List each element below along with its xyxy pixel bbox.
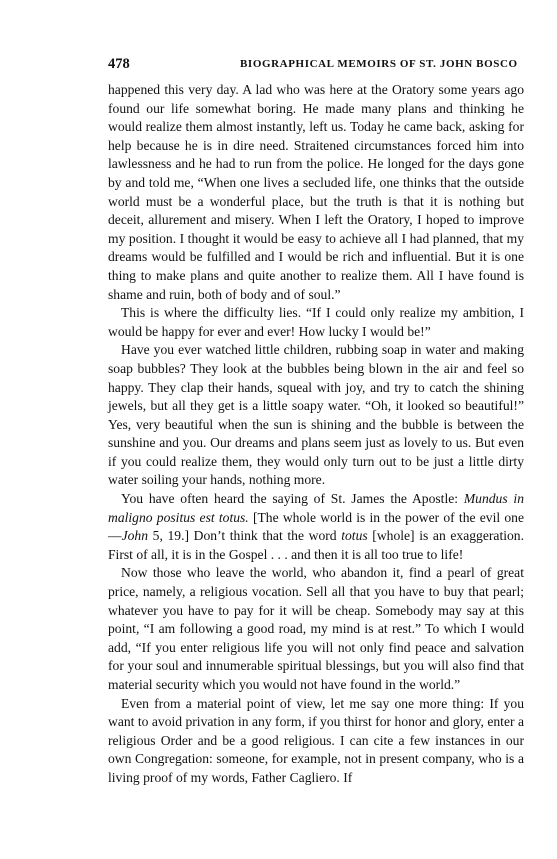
latin-quote: Mundus in maligno positus est totus. [108,491,524,525]
paragraph [108,490,524,564]
paragraph: Even from a material point of view, let me say one more thing: If you want to avoid privation in any form, if you thirst for honor and glory, enter a religious Order and be a good religious. I can cite a few instances in our own Congregation: someone, for example, not in present company, who is a living proof of my words, Father Cagliero. If [108,695,524,785]
text-run: 5, 19.] Don’t think that the word [148,528,342,544]
text-run: [The whole world is in the power of the evil one— [108,509,525,544]
paragraph: This is where the difficulty lies. “If I could only realize my ambition, I would be happy for ever and ever! How lucky I would be!” [108,305,524,339]
paragraph: happened this very day. A lad who was here at the Oratory some years ago found our life somewhat boring. He made many plans and thinking he would realize them almost instantly, left us. Today he came back, asking for help because he is in dire need. Straitened circumstances forced him into lawlessness and he had to run from the police. He longed for the days gone by and told me, “When one lives a secluded life, one thinks that the outside world must be a wonderful place, but the truth is that it is nothing but deceit, allurement and misery. When I left the Oratory, I hoped to improve my position. I thought it would be easy to achieve all I had planned, that my dreams would be fulfilled and I would be rich and influential. But it is one thing to make plans and quite another to realize them. All I have found is shame and ruin, both of body and of soul.” [108,82,524,302]
body-text [108,81,524,788]
text-run: You have often heard the saying of St. James the Apostle: [121,491,464,507]
latin-word: totus [341,528,368,544]
page-number: 478 [108,56,130,72]
running-title: BIOGRAPHICAL MEMOIRS OF ST. JOHN BOSCO [240,58,518,70]
page-header [108,56,524,76]
scripture-reference: John [121,528,149,544]
paragraph: Have you ever watched little children, rubbing soap in water and making soap bubbles? They look at the bubbles being blown in the air and feel so happy. They clap their hands, squeal with joy, and try to catch the shining jewels, but all they get is a little soapy water. “Oh, it looked so beautiful!” Yes, very beautiful when the sun is shining and the bubble is between the sunshine and you. Our dreams and plans seem just as lovely to us. But even if you could realize them, they would only turn out to be just a little dirty water soiling your hands, nothing more. [108,342,524,488]
text-run: [whole] is an exaggeration. First of all, it is in the Gospel . . . and then it is all too true to life! [108,528,524,562]
paragraph: Now those who leave the world, who abandon it, find a pearl of great price, namely, a religious vocation. Sell all that you have to buy that pearl; whatever you have to pay for it will be cheap. Somebody may say at this point, “I am following a good road, my mind is at rest.” To which I would add, “If you enter religious life you will not only find peace and salvation for your soul and innumerable spiritual blessings, but you will also find that material security which you would not have found in the world.” [108,565,524,692]
